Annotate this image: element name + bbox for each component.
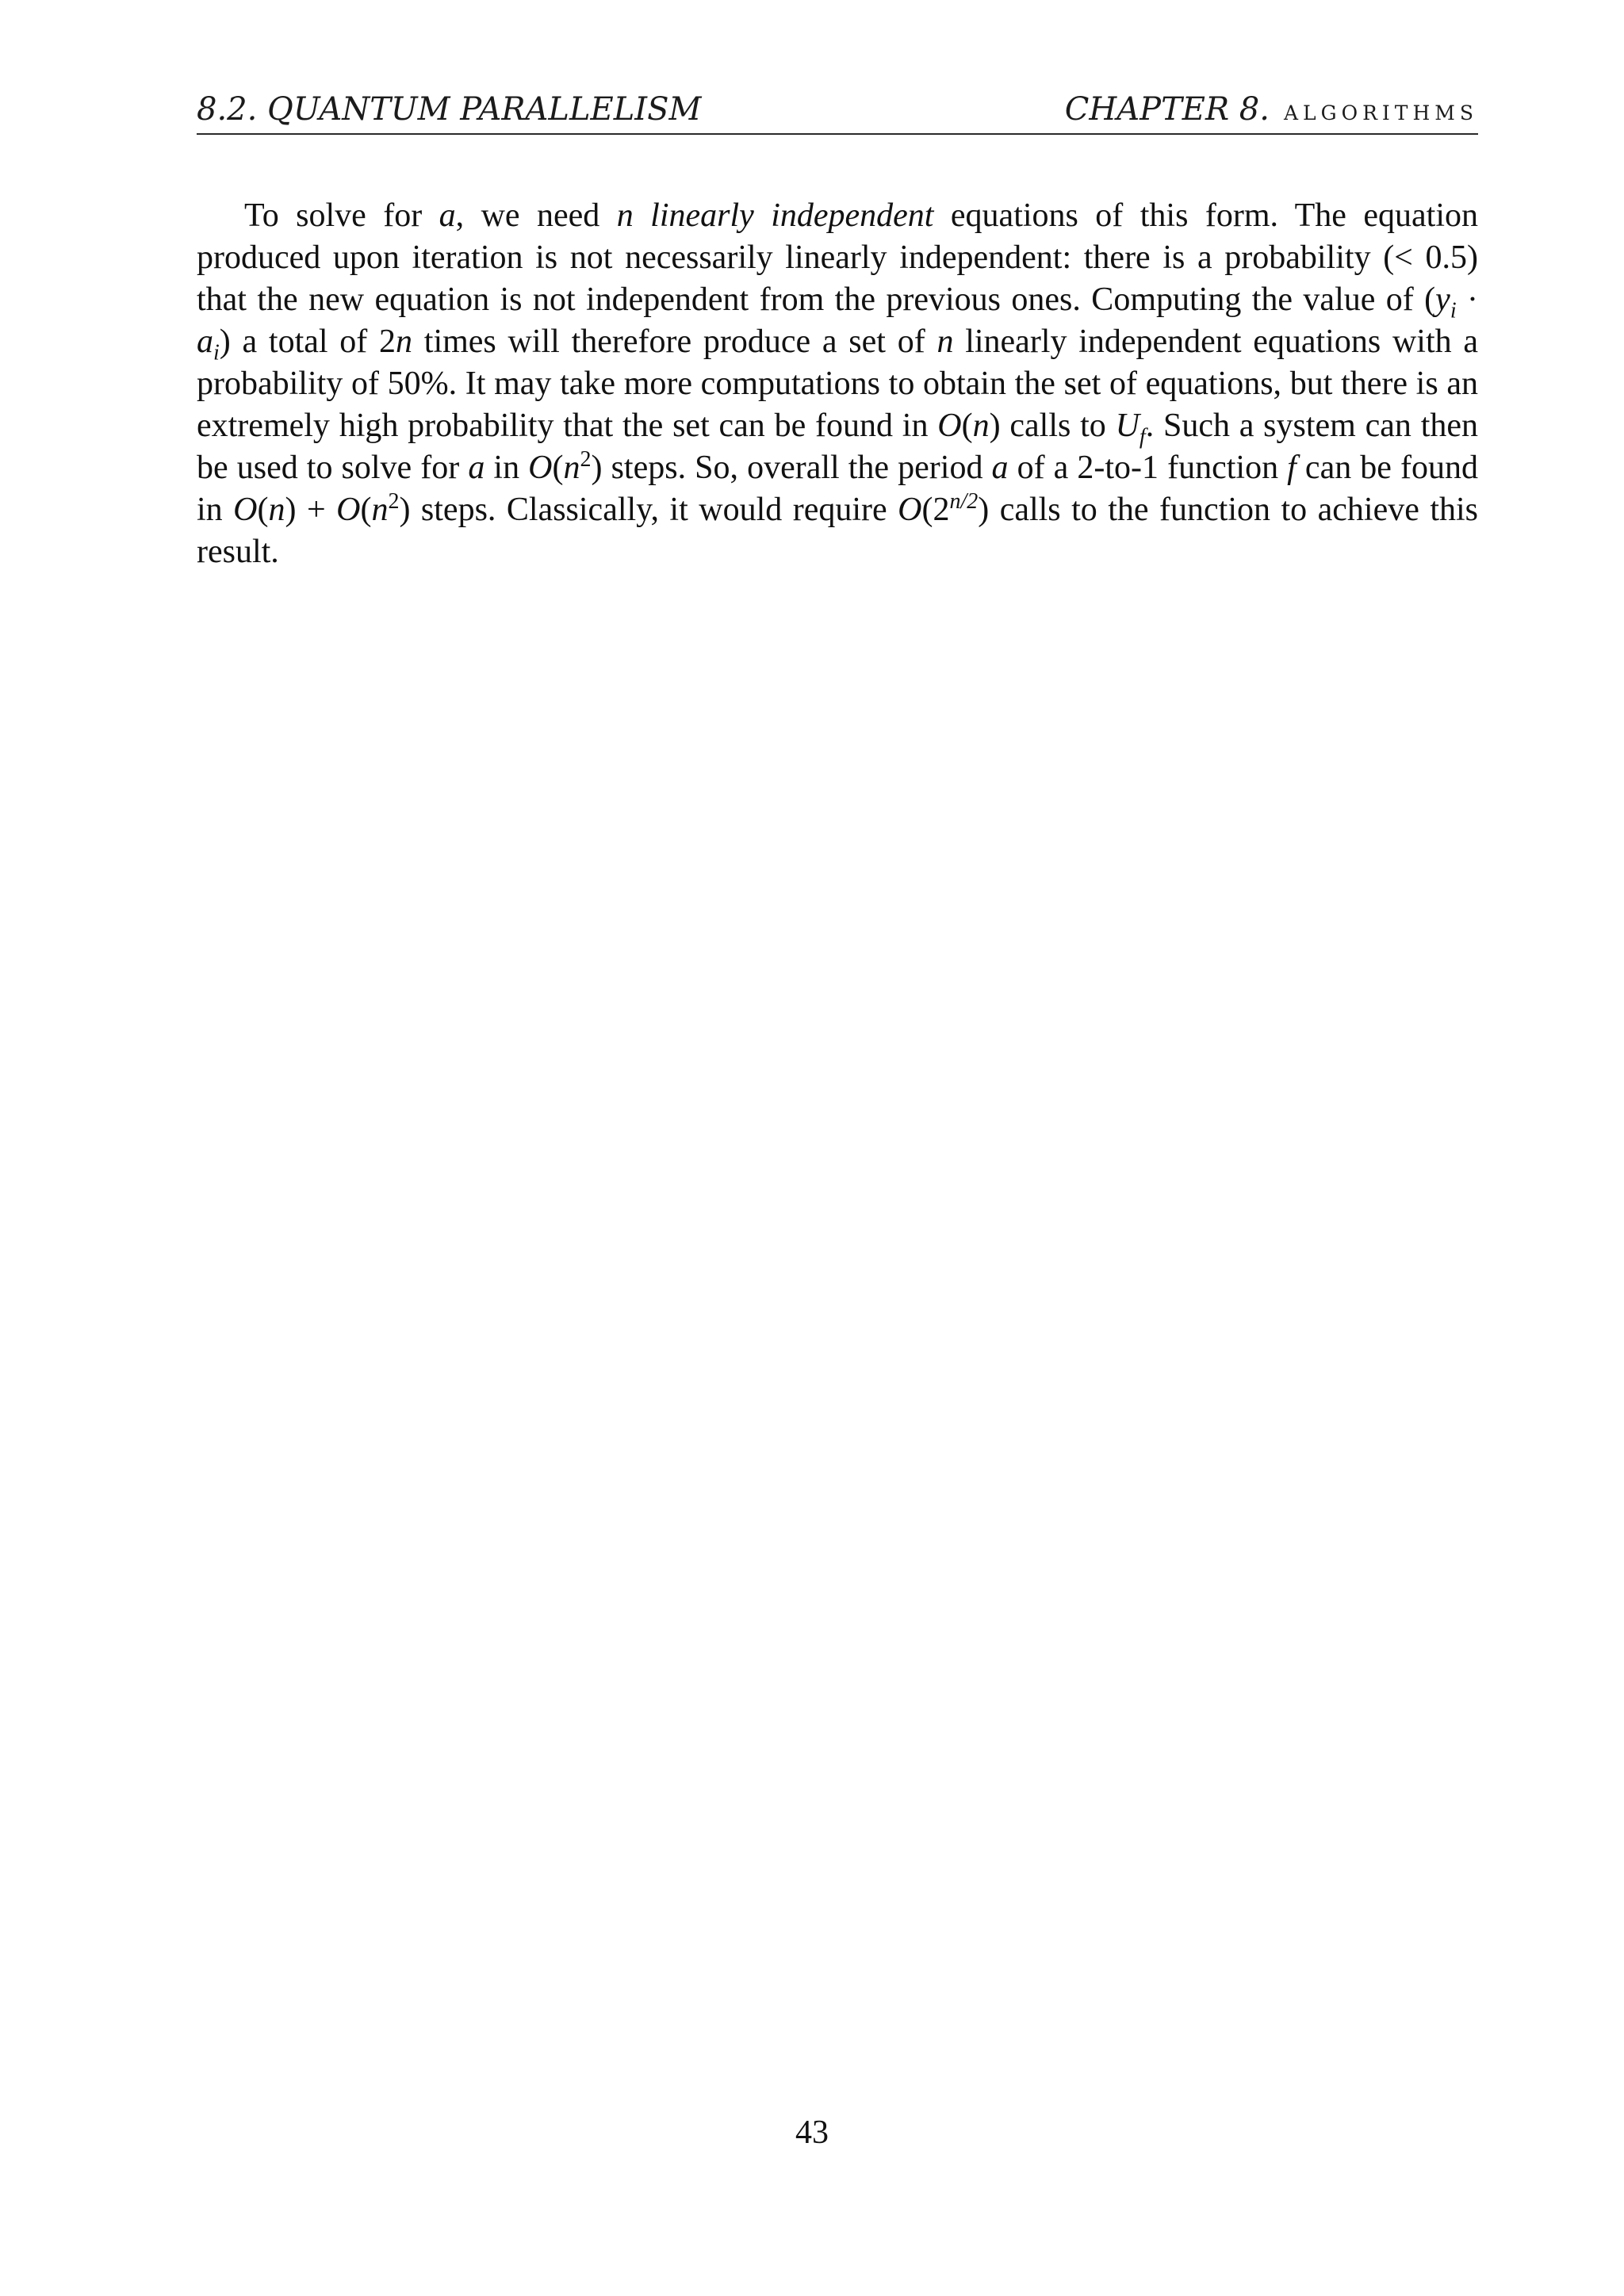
math-exponent: 2 xyxy=(580,447,592,472)
page-number: 43 xyxy=(795,2114,829,2151)
math-operator: · xyxy=(1456,281,1478,318)
math-subscript: f xyxy=(1139,424,1146,450)
math-variable: n xyxy=(972,408,990,444)
math-exponent: n/2 xyxy=(949,489,979,514)
text-run: equations of this form. The equation produced upon iteration is not necessarily linearly independent: there is a probability (< 0.5) that the new equation is not independent from the previous ones. Computing the value of ( xyxy=(197,197,1479,318)
text-run: of a 2-to-1 function xyxy=(1008,450,1288,486)
math-variable: f xyxy=(1287,450,1297,486)
math-variable: a xyxy=(439,197,456,234)
text-run: ) steps. So, overall the period xyxy=(591,450,992,486)
header-rule xyxy=(197,133,1478,135)
header-chapter-title: algorithms xyxy=(1283,94,1478,127)
math-subscript: i xyxy=(1450,298,1457,323)
header-chapter-prefix: CHAPTER 8. xyxy=(1064,91,1270,128)
math-variable: O xyxy=(336,492,361,528)
math-paren: ( xyxy=(360,492,372,528)
math-variable: O xyxy=(898,492,922,528)
math-variable: a xyxy=(197,323,213,360)
math-variable: n xyxy=(371,492,389,528)
text-run: ) calls to xyxy=(989,408,1116,444)
math-variable: n xyxy=(936,323,954,360)
text-run: linearly independent equations with a probability of 50%. It may take more computations to obtain the set of equations, but there is an extremely high probability that the set can be found in xyxy=(197,323,1479,444)
math-variable: O xyxy=(233,492,258,528)
math-variable: n xyxy=(396,323,413,360)
math-paren: (2 xyxy=(921,492,950,528)
math-exponent: 2 xyxy=(388,489,400,514)
text-run: in xyxy=(485,450,529,486)
text-run: ) calls to the function to achieve this result. xyxy=(197,492,1479,570)
math-variable: n xyxy=(268,492,285,528)
math-variable: y xyxy=(1435,281,1450,318)
header-section-title: 8.2. QUANTUM PARALLELISM xyxy=(197,91,702,128)
text-run: ) + xyxy=(285,492,337,528)
math-paren: ( xyxy=(552,450,564,486)
text-run: times will therefore produce a set of xyxy=(412,323,937,360)
math-paren: ( xyxy=(961,408,973,444)
text-run: can be found in xyxy=(197,450,1478,528)
math-variable: a xyxy=(991,450,1009,486)
text-run: , we need xyxy=(455,197,617,234)
math-paren: ( xyxy=(257,492,269,528)
math-subscript: i xyxy=(213,340,220,365)
body-paragraph xyxy=(197,195,1478,573)
text-run: ) steps. Classically, it would require xyxy=(399,492,898,528)
text-run: ) a total of 2 xyxy=(219,323,396,360)
math-variable: a xyxy=(468,450,485,486)
math-variable: n xyxy=(563,450,580,486)
text-run: . Such a system can then be used to solve for xyxy=(197,408,1479,486)
text-run: To solve for xyxy=(244,197,439,234)
math-variable: O xyxy=(528,450,553,486)
emphasis-text: n linearly independent xyxy=(616,197,934,234)
math-variable: U xyxy=(1115,408,1139,444)
header-chapter xyxy=(1065,87,1478,133)
math-variable: O xyxy=(937,408,962,444)
running-header xyxy=(197,87,1478,132)
